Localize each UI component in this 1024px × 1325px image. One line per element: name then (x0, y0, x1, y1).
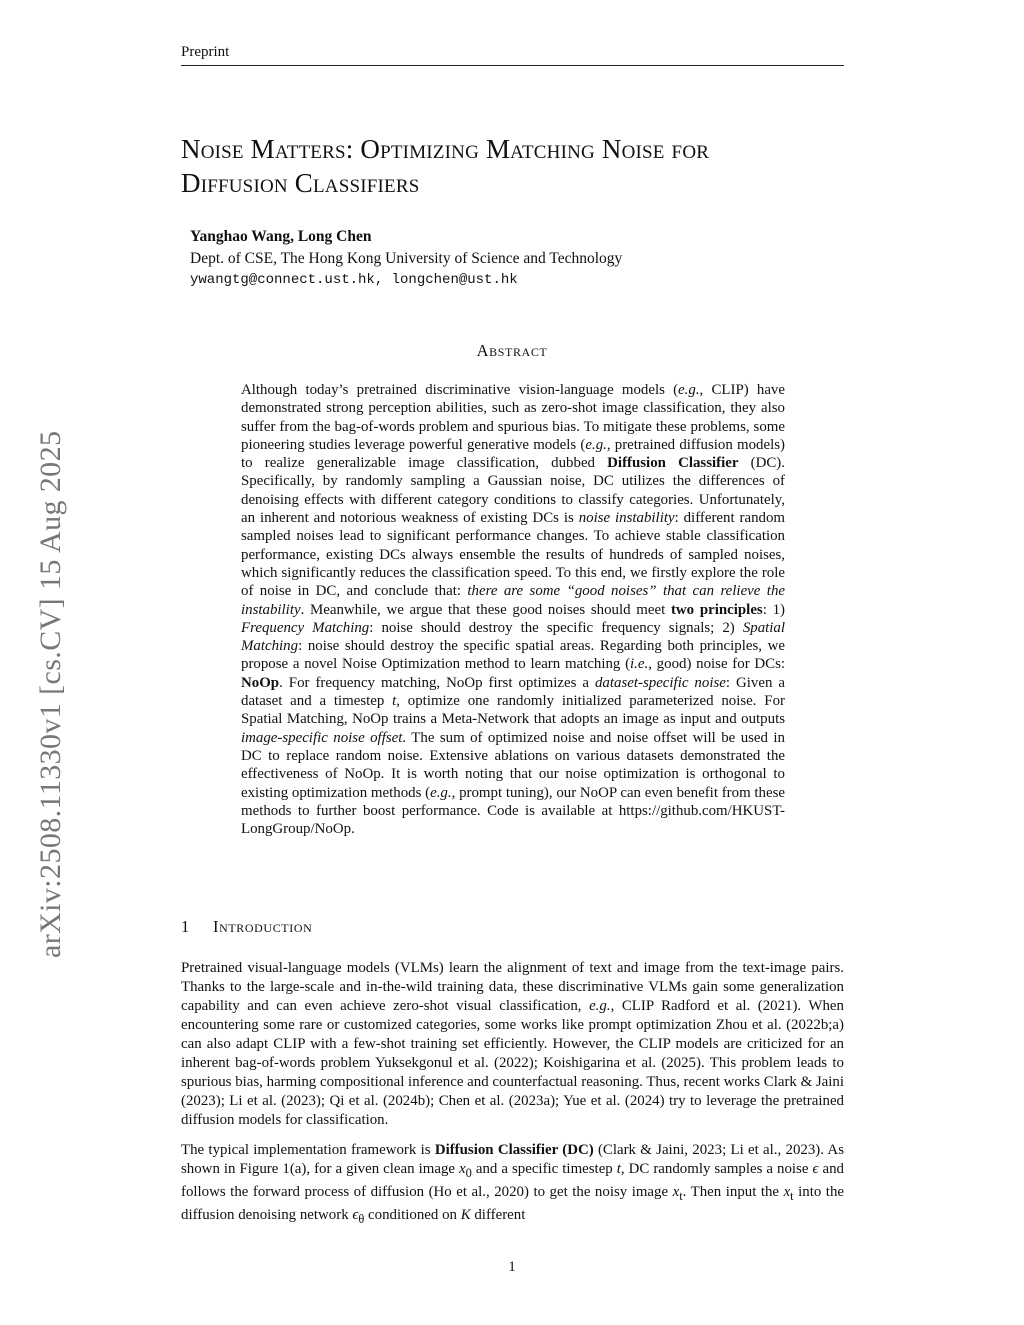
paper-title (181, 132, 861, 200)
math-symbol: t (616, 1161, 621, 1177)
abstract-emph: dataset-specific noise (594, 674, 726, 691)
math-subscript: t (790, 1188, 794, 1203)
abstract-emph: noise instability (578, 510, 675, 527)
abstract-emph: image-specific noise offset (241, 729, 403, 746)
math-symbol: t (392, 693, 397, 710)
body-bold: Diffusion Classifier (DC) (434, 1142, 594, 1158)
page-number: 1 (508, 1259, 516, 1275)
author-emails: ywangtg@connect.ust.hk, longchen@ust.hk (190, 272, 518, 288)
title-line-1: Noise Matters: Optimizing Matching Noise for (181, 134, 710, 164)
body-paragraph (181, 1141, 844, 1229)
abstract-text: , pretrained diffusion models) to realize generalizable image classification, dubbed (241, 436, 785, 472)
abstract-text: . For frequency matching, NoOp first optimizes a (279, 674, 595, 691)
abstract-emph: e.g. (430, 784, 452, 801)
math-symbol: x (672, 1183, 680, 1200)
body-text: different (470, 1206, 526, 1223)
body-paragraph (181, 959, 844, 1130)
abstract-heading: Abstract (476, 341, 548, 360)
abstract-text: . The sum of optimized noise and noise offset will be used in DC to replace random noise. Extensive ablations on various datasets demonstrated the effectiveness of NoOp. It is worth noting that our noise optimization is orthogonal to existing optimization methods ( (241, 729, 785, 801)
math-symbol: x (783, 1183, 791, 1200)
math-symbol: K (460, 1206, 471, 1223)
math-subscript: θ (358, 1211, 365, 1226)
header-rule (181, 65, 844, 66)
body-emph: e.g. (589, 998, 611, 1014)
abstract-bold: Diffusion Classifier (607, 455, 739, 472)
abstract-text: , prompt tuning), our NoOP can even benefit from these methods to further boost performance. Code is available at https://github.com/HKUST-LongGroup/NoOp. (241, 784, 785, 838)
abstract-text: : noise should destroy the specific spatial areas. Regarding both principles, we propose a novel Noise Optimization method to learn matching ( (241, 638, 785, 673)
abstract-emph: Spatial Matching (241, 619, 786, 655)
body-text: conditioned on (364, 1206, 461, 1223)
body-text: and follows the forward process of diffusion (Ho et al., 2020) to get the noisy image (181, 1161, 844, 1200)
math-subscript: t (679, 1188, 683, 1203)
introduction-body (181, 959, 844, 1240)
section-number: 1 (181, 917, 190, 936)
math-symbol: x (459, 1161, 466, 1177)
abstract-text: Although today’s pretrained discriminative vision-language models ( (241, 382, 679, 398)
abstract-text: (DC). Specifically, by randomly sampling a Gaussian noise, DC utilizes the differences of denoising effects with different category conditions to classify categories. Unfortunately, an inherent and notorious weakness of existing DCs is (241, 455, 785, 527)
author-names: Yanghao Wang, Long Chen (190, 228, 372, 245)
abstract-emph: e.g. (585, 436, 607, 453)
math-subscript: 0 (465, 1165, 472, 1180)
arxiv-identifier-stamp: arXiv:2508.11330v1 [cs.CV] 15 Aug 2025 (34, 430, 67, 958)
math-symbol: ϵ (352, 1206, 359, 1223)
body-text: into the diffusion denoising network (181, 1183, 844, 1223)
body-text: , DC randomly samples a noise (620, 1161, 813, 1177)
abstract-emph: Frequency Matching (241, 619, 370, 636)
abstract-text: , CLIP) have demonstrated strong perception abilities, such as zero-shot image classification, they also suffer from the bag-of-words problem and spurious bias. To mitigate these problems, some pioneering studies leverage powerful generative models ( (241, 382, 785, 453)
abstract-bold: NoOp (241, 674, 280, 691)
body-text: . Then input the (682, 1183, 784, 1200)
abstract-text: : different random sampled noises lead to significant performance changes. To achieve stable classification performance, existing DCs always ensemble the results of hundreds of sampled noises, which significantly reduces the classification speed. To this end, we firstly explore the role of noise in DC, and conclude that: (241, 510, 785, 600)
body-text: , CLIP Radford et al. (2021). When encountering some rare or customized categories, some works like prompt optimization Zhou et al. (2022b;a) can also adapt CLIP with a few-shot training set efficiently. However, the CLIP models are criticized for an inherent bag-of-words problem Yuksekgonul et al. (2022); Koishigarina et al. (2025). This problem leads to spurious bias, harming compositional inference and counterfactual reasoning. Thus, recent works Clark & Jaini (2023); Li et al. (2023); Qi et al. (2024b); Chen et al. (2023a); Yue et al. (2024) try to leverage the pretrained diffusion models for classification. (181, 998, 845, 1128)
abstract-bold: two principles (670, 601, 763, 618)
title-line-2: Diffusion Classifiers (181, 168, 420, 198)
abstract-text: : Given a dataset and a timestep (241, 674, 785, 710)
section-title: Introduction (213, 917, 313, 936)
abstract-emph: e.g. (678, 382, 700, 398)
abstract-emph: there are some “good noises” that can relieve the instability (241, 583, 785, 618)
body-text: The typical implementation framework is (181, 1142, 435, 1158)
body-text: Pretrained visual-language models (VLMs) learn the alignment of text and image from the text-image pairs. Thanks to the large-scale and in-the-wild training data, these discriminative VLMs gain some generalization capability and can even achieve zero-shot visual classification, (181, 960, 844, 1014)
section-heading-introduction (181, 917, 312, 937)
running-header: Preprint (181, 44, 230, 60)
abstract-emph: i.e. (630, 656, 649, 673)
author-affiliation: Dept. of CSE, The Hong Kong University of Science and Technology (190, 250, 623, 267)
abstract-text: , optimize one randomly initialized parameterized noise. For Spatial Matching, NoOp trains a Meta-Network that adopts an image as input and outputs (241, 693, 785, 728)
abstract-body (241, 381, 785, 838)
abstract-paragraph (241, 381, 785, 838)
body-text: and a specific timestep (471, 1161, 617, 1177)
abstract-text: . Meanwhile, we argue that these good noises should meet (300, 601, 671, 618)
math-symbol: ϵ (812, 1161, 819, 1177)
abstract-text: : 1) (762, 601, 785, 618)
abstract-text: , good) noise for DCs: (648, 656, 785, 673)
abstract-text: : noise should destroy the specific frequency signals; 2) (369, 619, 743, 636)
body-text: (Clark & Jaini, 2023; Li et al., 2023). As shown in Figure 1(a), for a given clean image (181, 1142, 844, 1177)
